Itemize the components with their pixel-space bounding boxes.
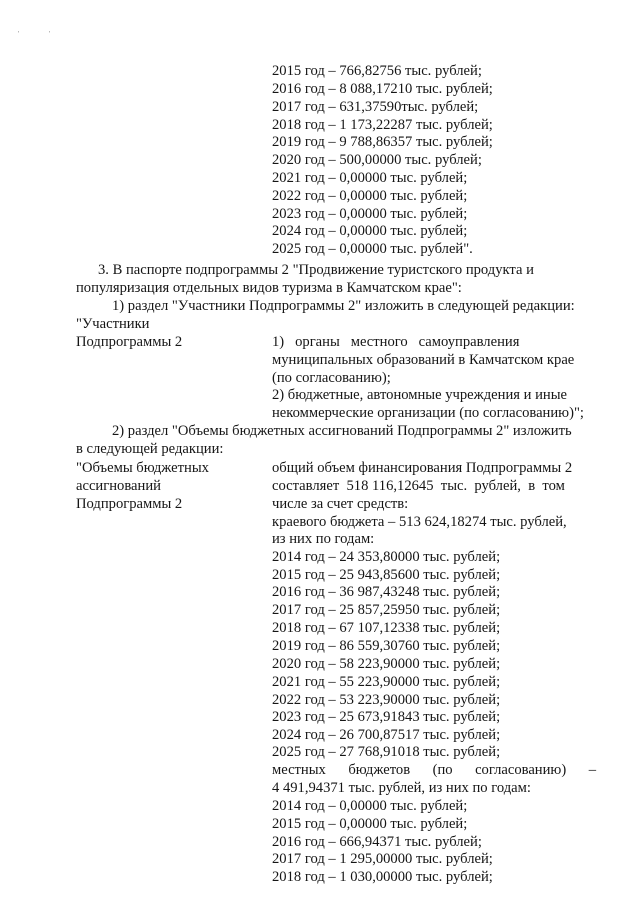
list-item: 2022 год – 0,00000 тыс. рублей; xyxy=(272,188,468,204)
list-item: 2017 год – 631,37590тыс. рублей; xyxy=(272,99,479,115)
participants-item1-line1: 1) органы местного самоуправления xyxy=(272,334,520,350)
local-word: (по xyxy=(432,762,453,778)
list-item: 2018 год – 1 173,22287 тыс. рублей; xyxy=(272,117,493,133)
participants-label-line1: "Участники xyxy=(76,316,150,332)
local-budget-line2: 4 491,94371 тыс. рублей, из них по годам: xyxy=(272,780,531,796)
volumes-label-line3: Подпрограммы 2 xyxy=(76,496,183,512)
subitem1-text: 1) раздел "Участники Подпрограммы 2" изложить в следующей редакции: xyxy=(112,298,575,314)
list-item: 2019 год – 86 559,30760 тыс. рублей; xyxy=(272,638,501,654)
volumes-total-line1: общий объем финансирования Подпрограммы 2 xyxy=(272,460,573,476)
list-item: 2015 год – 0,00000 тыс. рублей; xyxy=(272,816,468,832)
list-item: 2016 год – 8 088,17210 тыс. рублей; xyxy=(272,81,493,97)
participants-item2-line2: некоммерческие организации (по согласованию)"; xyxy=(272,405,584,421)
local-word: – xyxy=(588,762,596,778)
participants-item1-line2: муниципальных образований в Камчатском крае xyxy=(272,352,575,368)
list-item: 2024 год – 26 700,87517 тыс. рублей; xyxy=(272,727,501,743)
list-item: 2021 год – 0,00000 тыс. рублей; xyxy=(272,170,468,186)
subitem2-line2: в следующей редакции: xyxy=(76,441,224,457)
list-item: 2022 год – 53 223,90000 тыс. рублей; xyxy=(272,692,501,708)
list-item: 2015 год – 25 943,85600 тыс. рублей; xyxy=(272,567,501,583)
regional-budget-line1: краевого бюджета – 513 624,18274 тыс. рублей, xyxy=(272,514,567,530)
list-item: 2023 год – 25 673,91843 тыс. рублей; xyxy=(272,709,501,725)
subitem2-line1: 2) раздел "Объемы бюджетных ассигнований Подпрограммы 2" изложить xyxy=(112,423,572,439)
participants-item1-line3: (по согласованию); xyxy=(272,370,391,386)
item3-line1: 3. В паспорте подпрограммы 2 "Продвижение туристского продукта и xyxy=(98,262,534,278)
volumes-label-line2: ассигнований xyxy=(76,478,161,494)
scan-artifact: ' ' xyxy=(18,30,65,38)
list-item: 2024 год – 0,00000 тыс. рублей; xyxy=(272,223,468,239)
list-item: 2020 год – 500,00000 тыс. рублей; xyxy=(272,152,482,168)
list-item: 2019 год – 9 788,86357 тыс. рублей; xyxy=(272,134,493,150)
list-item: 2016 год – 36 987,43248 тыс. рублей; xyxy=(272,584,501,600)
list-item: 2017 год – 25 857,25950 тыс. рублей; xyxy=(272,602,501,618)
regional-budget-line2: из них по годам: xyxy=(272,531,375,547)
list-item: 2014 год – 0,00000 тыс. рублей; xyxy=(272,798,468,814)
local-word: согласованию) xyxy=(475,762,567,778)
list-item: 2020 год – 58 223,90000 тыс. рублей; xyxy=(272,656,501,672)
list-item: 2018 год – 1 030,00000 тыс. рублей; xyxy=(272,869,493,885)
participants-label-line2: Подпрограммы 2 xyxy=(76,334,183,350)
volumes-total-line3: числе за счет средств: xyxy=(272,496,409,512)
local-budget-line1 xyxy=(272,761,596,779)
list-item: 2016 год – 666,94371 тыс. рублей; xyxy=(272,834,482,850)
list-item: 2025 год – 27 768,91018 тыс. рублей; xyxy=(272,744,501,760)
list-item: 2025 год – 0,00000 тыс. рублей". xyxy=(272,241,473,257)
volumes-total-line2: составляет 518 116,12645 тыс. рублей, в том xyxy=(272,478,565,494)
participants-item2-line1: 2) бюджетные, автономные учреждения и иные xyxy=(272,387,567,403)
local-word: местных xyxy=(272,762,326,778)
list-item: 2017 год – 1 295,00000 тыс. рублей; xyxy=(272,851,493,867)
list-item: 2023 год – 0,00000 тыс. рублей; xyxy=(272,206,468,222)
list-item: 2018 год – 67 107,12338 тыс. рублей; xyxy=(272,620,501,636)
list-item: 2014 год – 24 353,80000 тыс. рублей; xyxy=(272,549,501,565)
item3-line2: популяризация отдельных видов туризма в Камчатском крае": xyxy=(76,280,462,296)
volumes-label-line1: "Объемы бюджетных xyxy=(76,460,209,476)
list-item: 2015 год – 766,82756 тыс. рублей; xyxy=(272,63,482,79)
list-item: 2021 год – 55 223,90000 тыс. рублей; xyxy=(272,674,501,690)
local-word: бюджетов xyxy=(348,762,411,778)
